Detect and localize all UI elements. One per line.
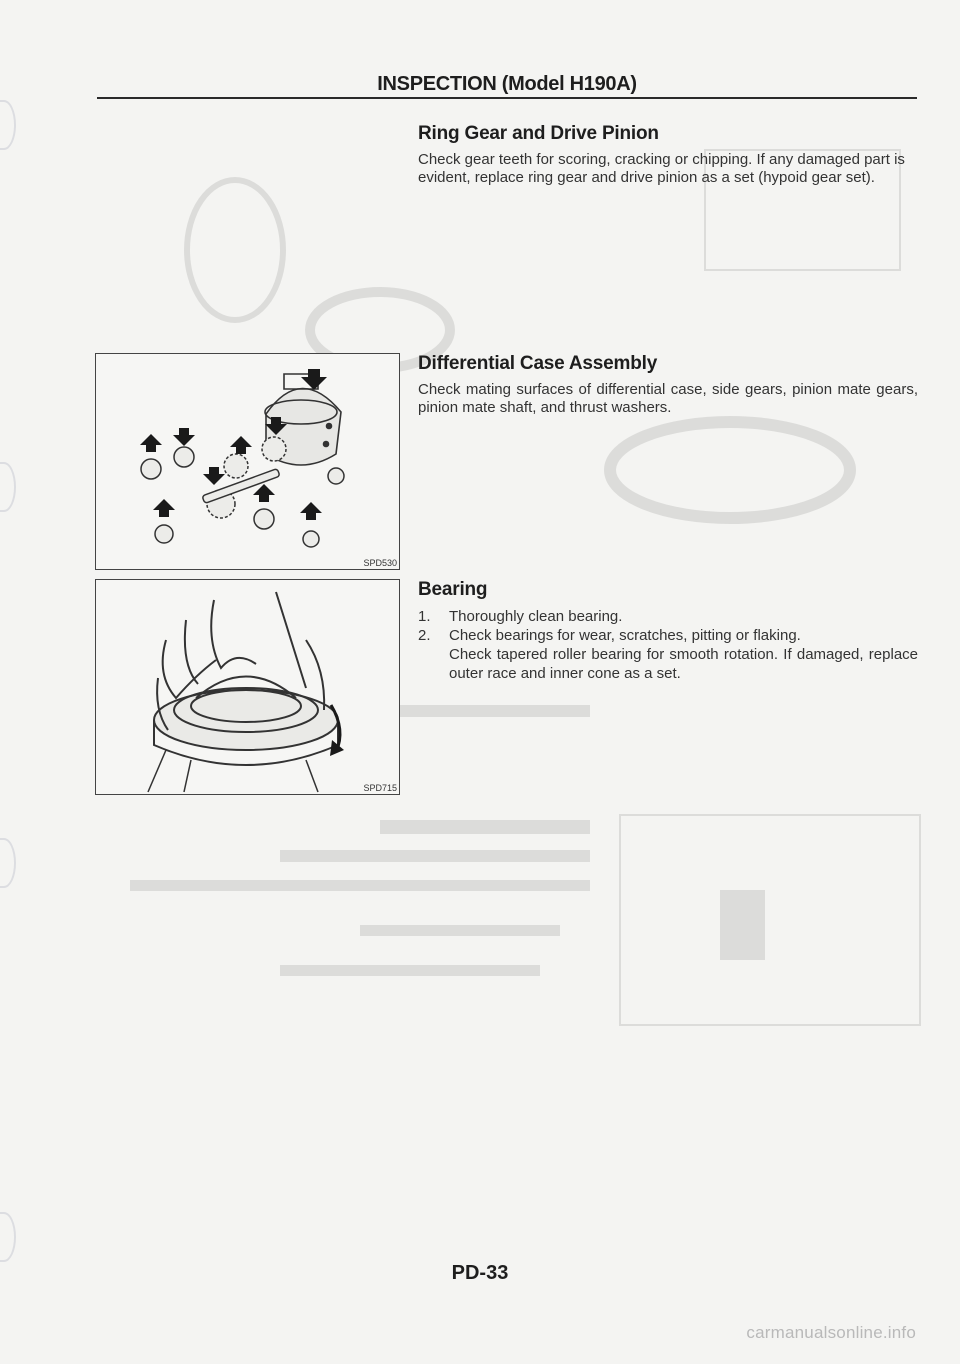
step-text: Thoroughly clean bearing. <box>449 608 623 625</box>
step-number: 1. <box>418 608 431 625</box>
page-number: PD-33 <box>451 1262 509 1284</box>
binder-hole <box>0 1212 16 1262</box>
section-paragraph: Check mating surfaces of differential case, side gears, pinion mate gears, pinion mate shaft, and thrust washers. <box>418 381 918 416</box>
step-number: 2. <box>418 627 431 644</box>
figure-bearing-check <box>95 579 400 795</box>
bearing-steps <box>418 607 918 683</box>
section-heading: Bearing <box>418 579 488 600</box>
legs-drawing <box>148 750 318 792</box>
section-bearing <box>418 579 918 683</box>
header-rule <box>97 97 917 99</box>
section-heading: Differential Case Assembly <box>418 353 658 374</box>
differential-parts-illustration <box>96 354 399 569</box>
watermark: carmanualsonline.info <box>746 1323 916 1342</box>
binder-hole <box>0 462 16 512</box>
figure-differential-parts <box>95 353 400 570</box>
section-differential-case <box>418 353 918 417</box>
bearing-check-illustration <box>96 580 399 794</box>
section-ring-gear <box>418 123 918 187</box>
figure-code: SPD530 <box>363 558 397 568</box>
figure-code: SPD715 <box>363 783 397 793</box>
binder-hole <box>0 100 16 150</box>
step-item <box>418 607 918 626</box>
bearing-drawing <box>154 677 338 766</box>
section-paragraph: Check gear teeth for scoring, cracking or chipping. If any damaged part is evident, replace ring gear and drive pinion as a set (hypoid gear set). <box>418 151 905 186</box>
page-header <box>97 73 917 96</box>
step-text: Check bearings for wear, scratches, pitting or flaking. <box>449 627 801 644</box>
section-heading: Ring Gear and Drive Pinion <box>418 123 659 144</box>
step-item <box>418 626 918 683</box>
step-subtext: Check tapered roller bearing for smooth rotation. If damaged, replace outer race and inner cone as a set. <box>449 646 918 682</box>
page-title: INSPECTION (Model H190A) <box>377 73 637 95</box>
binder-hole <box>0 838 16 888</box>
